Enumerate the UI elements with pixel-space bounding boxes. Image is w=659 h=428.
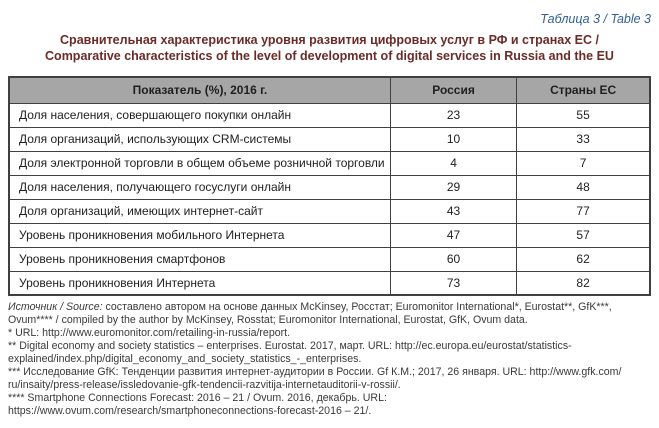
table-row <box>9 175 650 199</box>
source-line <box>8 301 651 327</box>
cell-eu: 7 <box>517 151 650 175</box>
source-text: составлено автором на основе данных McKinsey, Росстат; Euromonitor International*, Eurostat**, GfK***, Ovum**** / compiled by the author by McKinsey, Rosstat; Euromonitor International, Eurostat, GfK, Ovum data. <box>8 301 612 326</box>
cell-indicator: Доля электронной торговли в общем объеме розничной торговли <box>9 151 390 175</box>
cell-russia: 10 <box>390 127 516 151</box>
table-title-en: Comparative characteristics of the level of development of digital services in Russia and the EU <box>45 49 614 63</box>
table-number-label: Таблица 3 / Table 3 <box>540 12 651 26</box>
cell-indicator: Доля организаций, использующих CRM-системы <box>9 127 390 151</box>
table-title-ru: Сравнительная характеристика уровня развития цифровых услуг в РФ и странах ЕС / <box>60 33 599 47</box>
table-row <box>9 151 650 175</box>
cell-indicator: Уровень проникновения мобильного Интернета <box>9 223 390 247</box>
cell-indicator: Уровень проникновения Интернета <box>9 271 390 295</box>
table-body <box>9 103 650 295</box>
cell-indicator: Доля населения, совершающего покупки онлайн <box>9 103 390 127</box>
cell-eu: 77 <box>517 199 650 223</box>
cell-indicator: Доля населения, получающего госуслуги онлайн <box>9 175 390 199</box>
footnote-4: **** Smartphone Connections Forecast: 2016 – 21 / Ovum. 2016, декабрь. URL: https://www.ovum.com/research/smartphoneconnections-forecast-2016 – 21/. <box>8 392 387 417</box>
table-row <box>9 247 650 271</box>
cell-eu: 48 <box>517 175 650 199</box>
header-eu: Страны ЕС <box>517 77 650 103</box>
header-russia: Россия <box>390 77 516 103</box>
table-row <box>9 199 650 223</box>
cell-russia: 47 <box>390 223 516 247</box>
cell-indicator: Доля организаций, имеющих интернет-сайт <box>9 199 390 223</box>
table-footnotes <box>8 301 651 418</box>
table-header <box>9 77 650 103</box>
cell-russia: 29 <box>390 175 516 199</box>
cell-eu: 33 <box>517 127 650 151</box>
cell-russia: 4 <box>390 151 516 175</box>
footnote-2: ** Digital economy and society statistics – enterprises. Eurostat. 2017, март. URL: http://ec.europa.eu/eurostat/statistics-explained/index.php/digital_economy_and_society_statistics_-_enterprises. <box>8 340 572 365</box>
table-row <box>9 127 650 151</box>
table-row <box>9 223 650 247</box>
cell-eu: 62 <box>517 247 650 271</box>
cell-russia: 73 <box>390 271 516 295</box>
cell-russia: 43 <box>390 199 516 223</box>
source-label: Источник / Source: <box>8 301 103 313</box>
cell-russia: 23 <box>390 103 516 127</box>
cell-indicator: Уровень проникновения смартфонов <box>9 247 390 271</box>
cell-russia: 60 <box>390 247 516 271</box>
footnote-3: *** Исследование GfK: Тенденции развития интернет-аудитории в России. Gf К.М.; 2017, 26 января. URL: http://www.gfk.com/ ru/insaity/press-release/issledovanie-gfk-tendencii-razvitija-internetauditorii-v-rossii/. <box>8 366 622 391</box>
cell-eu: 57 <box>517 223 650 247</box>
table-header-row <box>9 77 650 103</box>
cell-eu: 82 <box>517 271 650 295</box>
footnote-1: * URL: http://www.euromonitor.com/retailing-in-russia/report. <box>8 327 291 339</box>
table-row <box>9 271 650 295</box>
table-row <box>9 103 650 127</box>
table-title <box>8 32 651 64</box>
comparison-table <box>8 76 651 296</box>
cell-eu: 55 <box>517 103 650 127</box>
header-indicator: Показатель (%), 2016 г. <box>9 77 390 103</box>
